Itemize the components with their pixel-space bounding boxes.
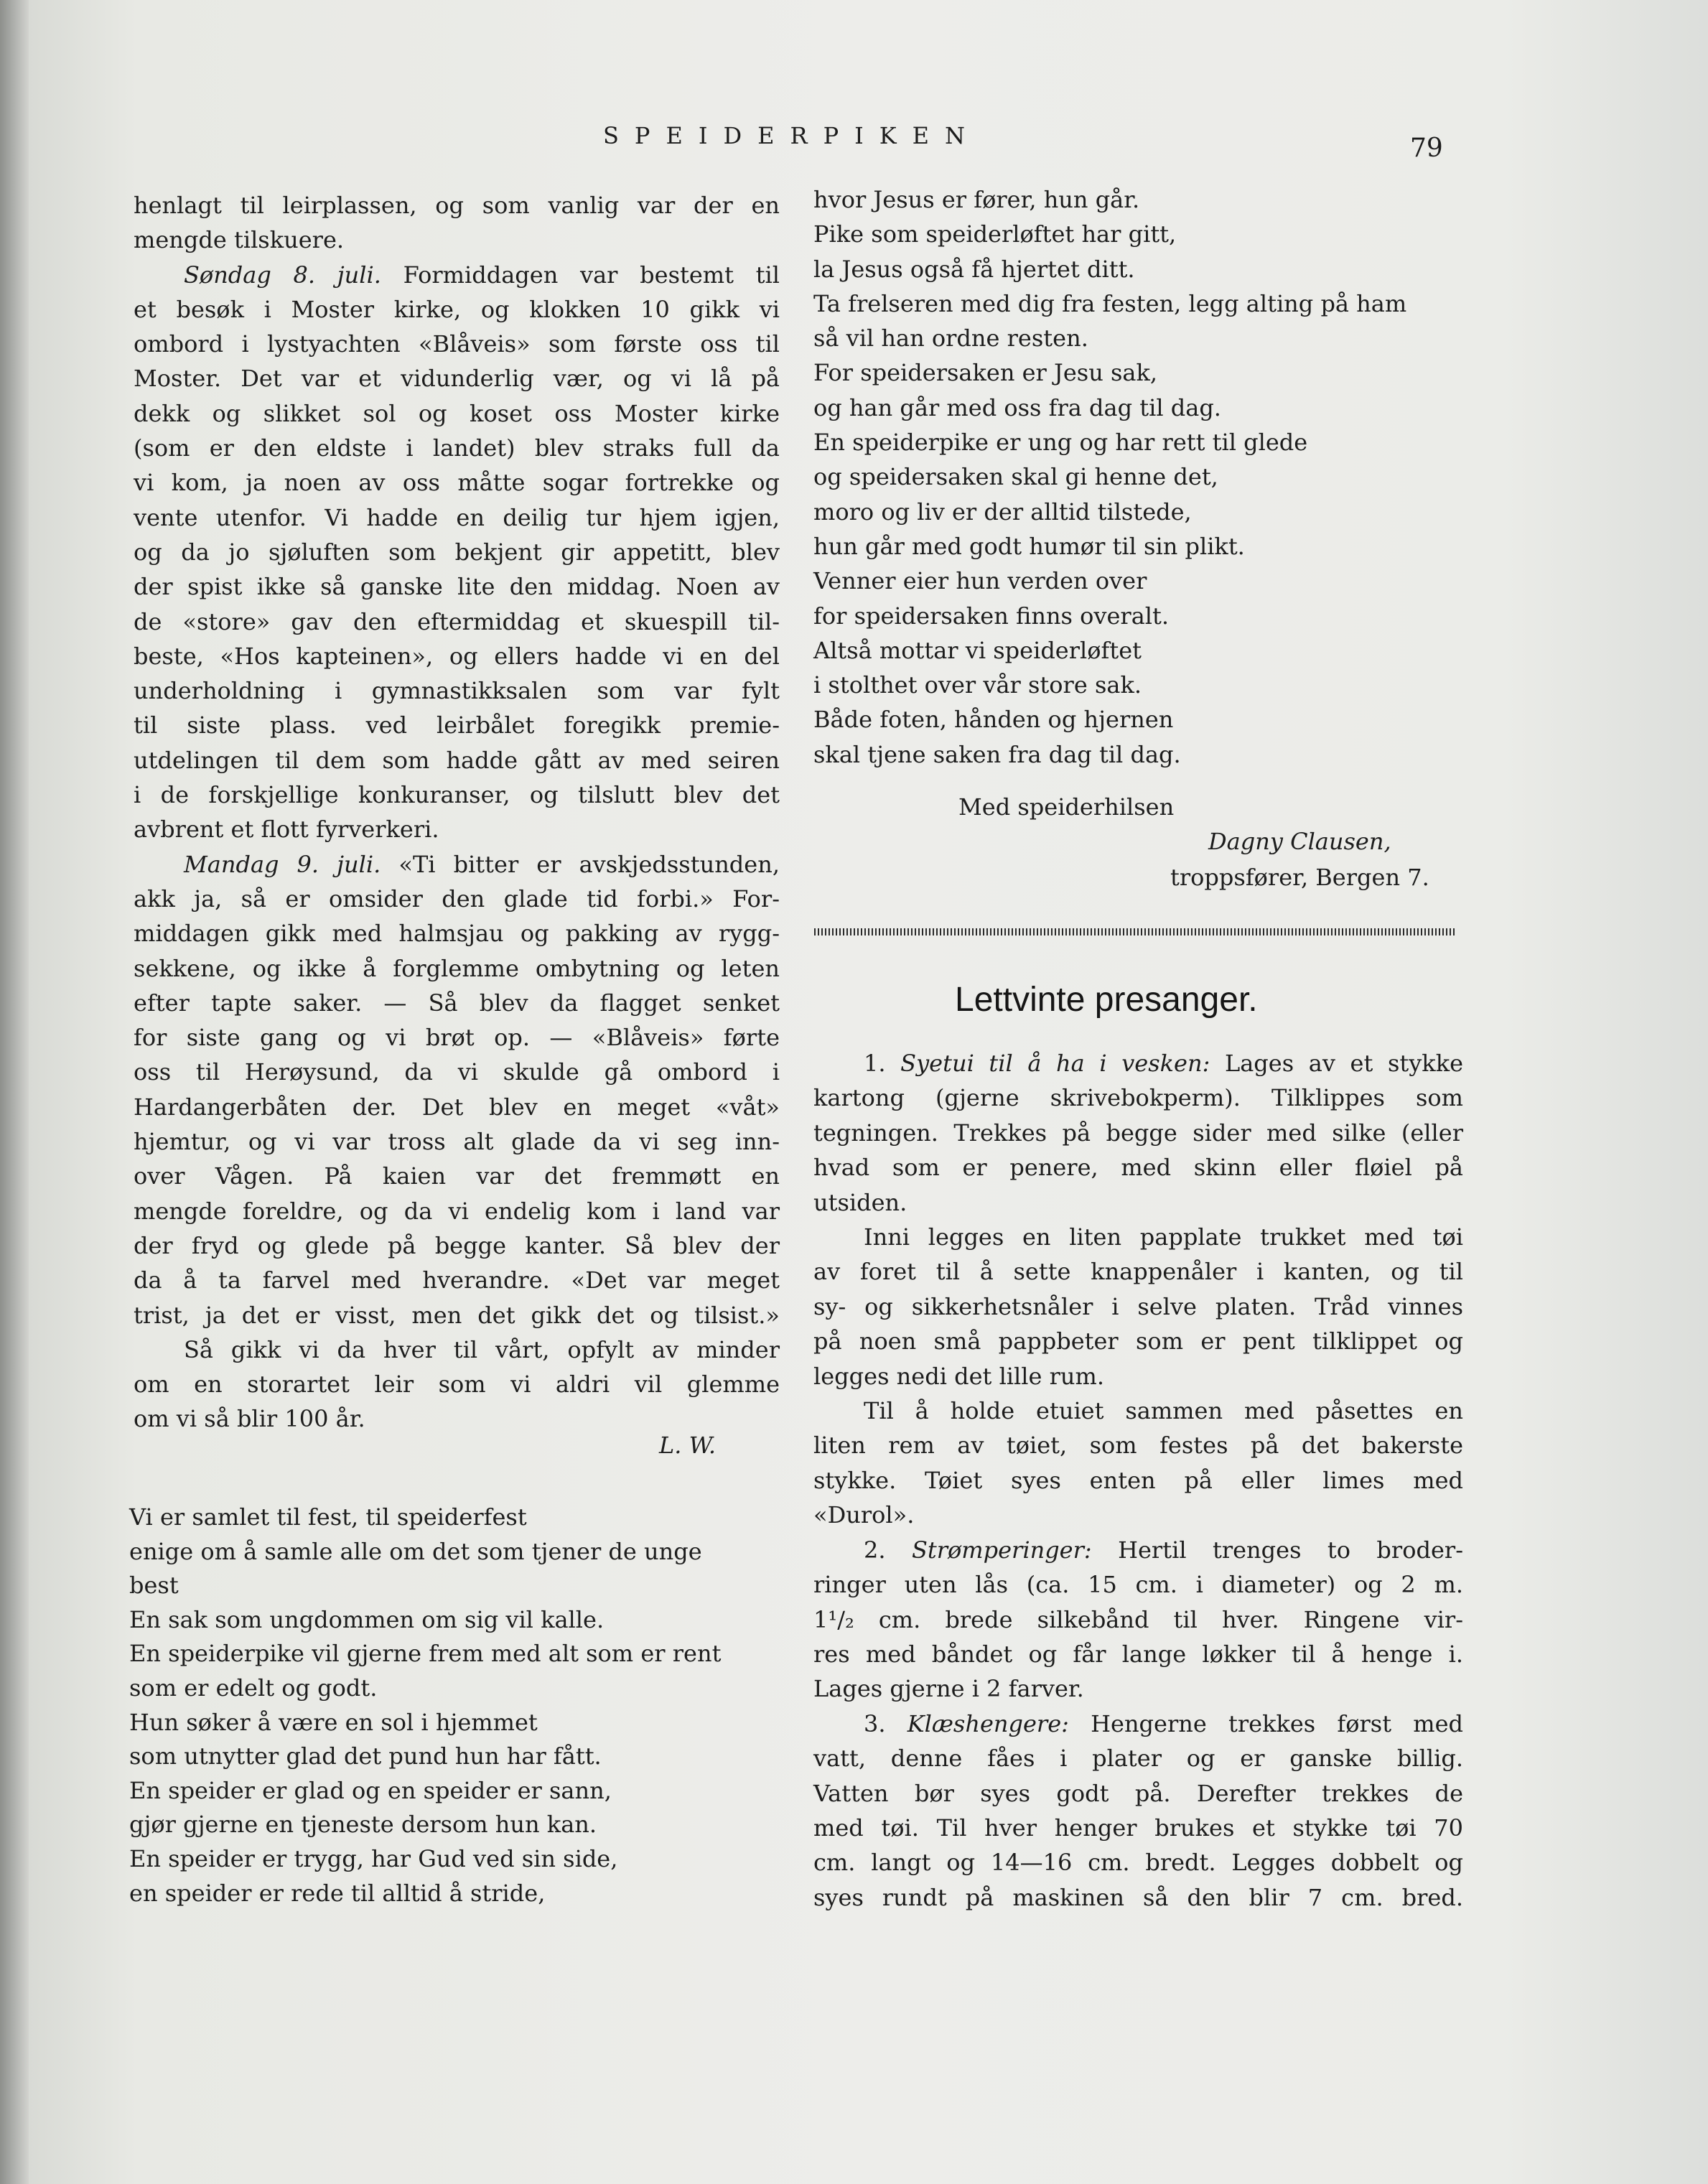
poem-line: Altså mottar vi speiderløftet (813, 636, 1142, 664)
article-heading: Lettvinte presanger. (955, 981, 1258, 1019)
article-line: utsiden. (813, 1188, 907, 1216)
poem-line: moro og liv er der alltid tilstede, (813, 498, 1192, 526)
poem-line: enige om å samle alle om det som tjener de unge (129, 1537, 702, 1565)
greeting-line: Med speiderhilsen (958, 793, 1175, 821)
article-body (813, 1046, 1463, 1915)
article-line (813, 1602, 1463, 1637)
item-title: Syetui til å ha i vesken: (900, 1050, 1210, 1077)
date-label: Søndag 8. juli. (184, 261, 381, 289)
item-text: Lages av et stykke (1210, 1050, 1464, 1077)
poem-line: Venner eier hun verden over (813, 567, 1147, 595)
poem-line: for speidersaken finns overalt. (813, 602, 1170, 630)
text-line: henlagt til leirplassen, og som vanlig var der en (134, 192, 780, 219)
poem-line: en speider er rede til alltid å stride, (129, 1879, 546, 1907)
article-line (813, 1533, 1463, 1567)
author-name: Dagny Clausen, (1208, 828, 1391, 855)
item-text: Hengerne trekkes først med (1068, 1709, 1464, 1737)
text-line: et besøk i Moster kirke, og klokken 10 gikk vi (134, 295, 780, 323)
poem-line: En sak som ungdommen om sig vil kalle. (129, 1605, 605, 1633)
article-line: res med båndet og får lange løkker til å henge i. (813, 1640, 1463, 1668)
article-line: Vatten bør syes godt på. Derefter trekkes de (813, 1779, 1463, 1807)
poem-line: som utnytter glad det pund hun har fått. (129, 1742, 602, 1770)
poem-line: Hun søker å være en sol i hjemmet (129, 1708, 538, 1736)
poem-line: i stolthet over vår store sak. (813, 671, 1142, 699)
article-line: liten rem av tøiet, som festes på det bakerste (813, 1432, 1463, 1460)
fraction: 1¹/₂ (813, 1605, 879, 1633)
text-line: vente utenfor. Vi hadde en deilig tur hjem igjen, (134, 503, 780, 531)
poem-line: og speidersaken skal gi henne det, (813, 463, 1218, 491)
poem-line: hun går med godt humør til sin plikt. (813, 532, 1245, 560)
right-poem (813, 182, 1461, 772)
article-line: «Durol». (813, 1501, 915, 1529)
text-line: utdelingen til dem som hadde gått av med seiren (134, 746, 780, 774)
author-title: troppsfører, Bergen 7. (1170, 864, 1429, 891)
running-title: SPEIDERPIKEN (603, 122, 981, 149)
poem-line: som er edelt og godt. (129, 1674, 378, 1702)
page-spine-shadow (0, 0, 29, 2184)
article-line: kartong (gjerne skrivebokperm). Tilklippes som (813, 1084, 1463, 1112)
text-line: ombord i lystyachten «Blåveis» som første oss til (134, 330, 780, 358)
text-line: avbrent et flott fyrverkeri. (134, 816, 439, 844)
poem-line: Både foten, hånden og hjernen (813, 706, 1174, 734)
text-line: akk ja, så er omsider den glade tid forbi.» For- (134, 885, 780, 913)
article-line: ringer uten lås (ca. 15 cm. i diameter) og 2 m. (813, 1571, 1463, 1599)
poem-line: så vil han ordne resten. (813, 325, 1088, 353)
signature-lw: L. W. (659, 1432, 717, 1459)
text-line: Hardangerbåten der. Det blev en meget «våt» (134, 1093, 780, 1121)
poem-line: hvor Jesus er fører, hun går. (813, 186, 1140, 213)
article-line: med tøi. Til hver henger brukes et stykke tøi 70 (813, 1814, 1463, 1842)
article-line: Til å holde etuiet sammen med påsettes en (864, 1397, 1463, 1425)
article-line: syes rundt på maskinen så den blir 7 cm. bred. (813, 1883, 1463, 1911)
text-line: sekkene, og ikke å forglemme ombytning og leten (134, 954, 780, 982)
poem-line: Vi er samlet til fest, til speiderfest (129, 1503, 527, 1531)
text-line: oss til Herøysund, da vi skulde gå ombord i (134, 1058, 780, 1086)
article-line (813, 1707, 1463, 1741)
text-line: hjemtur, og vi var tross alt glade da vi seg inn- (134, 1128, 780, 1156)
text-line: da å ta farvel med hverandre. «Det var meget (134, 1266, 780, 1294)
article-line: Lages gjerne i 2 farver. (813, 1675, 1084, 1703)
item-number: 3. (864, 1709, 907, 1737)
section-divider (814, 928, 1455, 935)
poem-line: la Jesus også få hjertet ditt. (813, 255, 1135, 283)
poem-line: En speider er glad og en speider er sann, (129, 1776, 612, 1804)
article-line: Inni legges en liten papplate trukket med tøi (864, 1223, 1463, 1251)
poem-line: gjør gjerne en tjeneste dersom hun kan. (129, 1811, 597, 1839)
left-column-text (134, 188, 780, 1437)
article-line: stykke. Tøiet syes enten på eller limes med (813, 1466, 1463, 1494)
text-line: mengde foreldre, og da vi endelig kom i land var (134, 1197, 780, 1225)
article-line: vatt, denne fåes i plater og er ganske billig. (813, 1745, 1463, 1773)
text-line: over Vågen. På kaien var det fremmøtt en (134, 1162, 780, 1190)
item-title: Strømperinger: (911, 1536, 1092, 1564)
text-line: underholdning i gymnastikksalen som var fylt (134, 677, 780, 705)
text-line: Så gikk vi da hver til vårt, opfylt av minder (184, 1335, 780, 1363)
article-line (813, 1046, 1463, 1081)
item-text: cm. brede silkebånd til hver. Ringene vir- (878, 1605, 1464, 1633)
article-line: tegningen. Trekkes på begge sider med silke (eller (813, 1119, 1463, 1147)
text-line: beste, «Hos kapteinen», og ellers hadde vi en del (134, 642, 780, 670)
text-line: dekk og slikket sol og koset oss Moster kirke (134, 399, 780, 427)
text-line: i de forskjellige konkuranser, og tilslutt blev det (134, 781, 780, 809)
text-line: (som er den eldste i landet) blev straks full da (134, 434, 780, 462)
page-number: 79 (1410, 134, 1443, 163)
poem-line: Ta frelseren med dig fra festen, legg alting på ham (813, 289, 1407, 317)
text-line: og da jo sjøluften som bekjent gir appetitt, blev (134, 538, 780, 566)
article-line: hvad som er penere, med skinn eller fløiel på (813, 1154, 1463, 1182)
text-line: Mandag 9. juli. «Ti bitter er avskjedsstunden, (184, 850, 780, 878)
article-line: cm. langt og 14—16 cm. bredt. Legges dobbelt og (813, 1849, 1463, 1877)
poem-line: En speiderpike vil gjerne frem med alt som er rent (129, 1640, 722, 1668)
article-line: av foret til å sette knappenåler i kanten, og til (813, 1258, 1463, 1286)
item-number: 2. (864, 1536, 912, 1564)
article-line: legges nedi det lille rum. (813, 1362, 1105, 1390)
poem-line: For speidersaken er Jesu sak, (813, 359, 1158, 387)
item-title: Klæshengere: (907, 1709, 1069, 1737)
text-line: om vi så blir 100 år. (134, 1405, 365, 1433)
text-line: efter tapte saker. — Så blev da flagget senket (134, 989, 780, 1017)
poem-line: og han går med oss fra dag til dag. (813, 393, 1221, 421)
text-line: der spist ikke så ganske lite den middag. Noen av (134, 573, 780, 601)
article-line: på noen små pappbeter som er pent tilklippet og (813, 1327, 1463, 1355)
item-text: Hertil trenges to broder- (1091, 1536, 1464, 1564)
text-line: middagen gikk med halmsjau og pakking av rygg- (134, 920, 780, 948)
text-line: Moster. Det var et vidunderlig vær, og vi lå på (134, 365, 780, 393)
text-line: for siste gang og vi brøt op. — «Blåveis» førte (134, 1024, 780, 1052)
article-line: sy- og sikkerhetsnåler i selve platen. Tråd vinnes (813, 1292, 1463, 1320)
text-line: de «store» gav den eftermiddag et skuespill til- (134, 607, 780, 635)
text-line: mengde tilskuere. (134, 226, 345, 254)
poem-line: Pike som speiderløftet har gitt, (813, 220, 1177, 248)
date-label: Mandag 9. juli. (184, 850, 381, 878)
poem-line: En speider er trygg, har Gud ved sin side, (129, 1844, 618, 1872)
text-line: til siste plass. ved leirbålet foregikk premie- (134, 711, 780, 739)
text-line: vi kom, ja noen av oss måtte sogar fortrekke og (134, 469, 780, 497)
text-line: om en storartet leir som vi aldri vil glemme (134, 1371, 780, 1399)
left-poem (129, 1501, 783, 1910)
poem-line: best (129, 1572, 179, 1600)
poem-line: En speiderpike er ung og har rett til glede (813, 429, 1308, 457)
text-line: Søndag 8. juli. Formiddagen var bestemt til (184, 261, 780, 289)
text-line: trist, ja det er visst, men det gikk det og tilsist.» (134, 1301, 780, 1329)
text-line: der fryd og glede på begge kanter. Så blev der (134, 1231, 780, 1259)
item-number: 1. (864, 1050, 901, 1077)
poem-line: skal tjene saken fra dag til dag. (813, 740, 1181, 768)
